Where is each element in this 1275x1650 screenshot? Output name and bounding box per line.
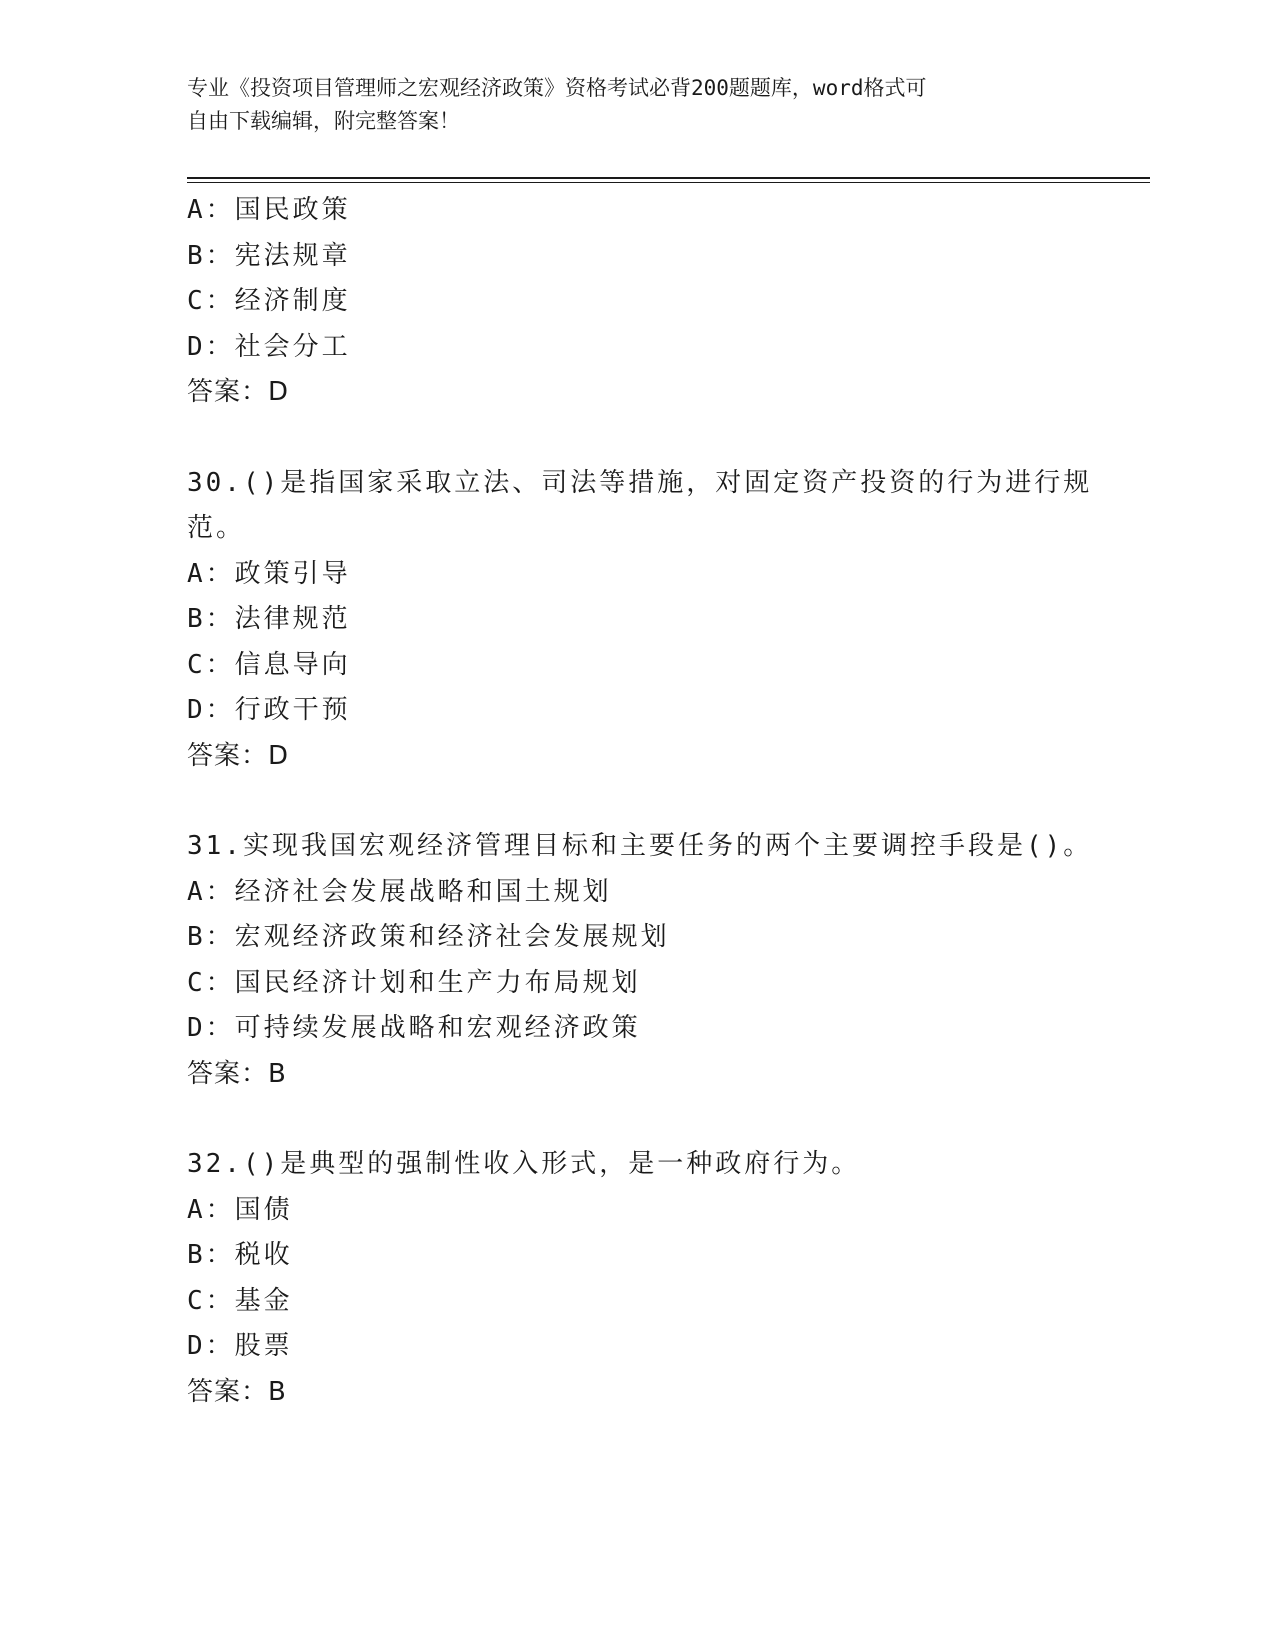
option-b: B：法律规范: [187, 604, 351, 634]
option-b: B：税收: [187, 1240, 293, 1270]
header-divider-thin: [187, 182, 1150, 183]
option-d: D：可持续发展战略和宏观经济政策: [187, 1013, 641, 1043]
option-d: D：行政干预: [187, 695, 351, 725]
option-b: B：宏观经济政策和经济社会发展规划: [187, 922, 670, 952]
question-32: [187, 1142, 1087, 1415]
question-stem: 32.()是典型的强制性收入形式，是一种政府行为。: [187, 1149, 861, 1179]
option-d: D：股票: [187, 1331, 293, 1361]
document-header: [187, 72, 1067, 138]
answer-label: 答案：D: [187, 377, 290, 407]
option-a: A：经济社会发展战略和国土规划: [187, 876, 612, 907]
question-stem-continued: 范。: [187, 513, 246, 543]
option-a: A：国民政策: [187, 195, 351, 225]
option-c: C：信息导向: [187, 649, 351, 680]
option-a: A：政策引导: [187, 558, 351, 589]
header-line-1: 专业《投资项目管理师之宏观经济政策》资格考试必背200题题库，word格式可: [187, 76, 927, 100]
option-d: D：社会分工: [187, 331, 351, 362]
option-a: A：国债: [187, 1194, 293, 1225]
question-list: [187, 188, 1093, 1415]
question-stem: 30.()是指国家采取立法、司法等措施，对固定资产投资的行为进行规: [187, 467, 1093, 498]
option-c: C：经济制度: [187, 286, 351, 316]
answer-label: 答案：B: [187, 1376, 287, 1407]
answer-label: 答案：D: [187, 740, 290, 771]
option-c: C：国民经济计划和生产力布局规划: [187, 967, 641, 998]
option-b: B：宪法规章: [187, 240, 351, 271]
question-29-tail: [187, 188, 1087, 416]
header-divider-thick: [187, 177, 1150, 179]
question-stem: 31.实现我国宏观经济管理目标和主要任务的两个主要调控手段是()。: [187, 831, 1093, 861]
question-31: [187, 824, 1093, 1097]
header-line-2: 自由下载编辑，附完整答案！: [187, 109, 460, 133]
question-30: [187, 461, 1093, 780]
answer-label: 答案：B: [187, 1058, 287, 1089]
option-c: C：基金: [187, 1285, 293, 1316]
